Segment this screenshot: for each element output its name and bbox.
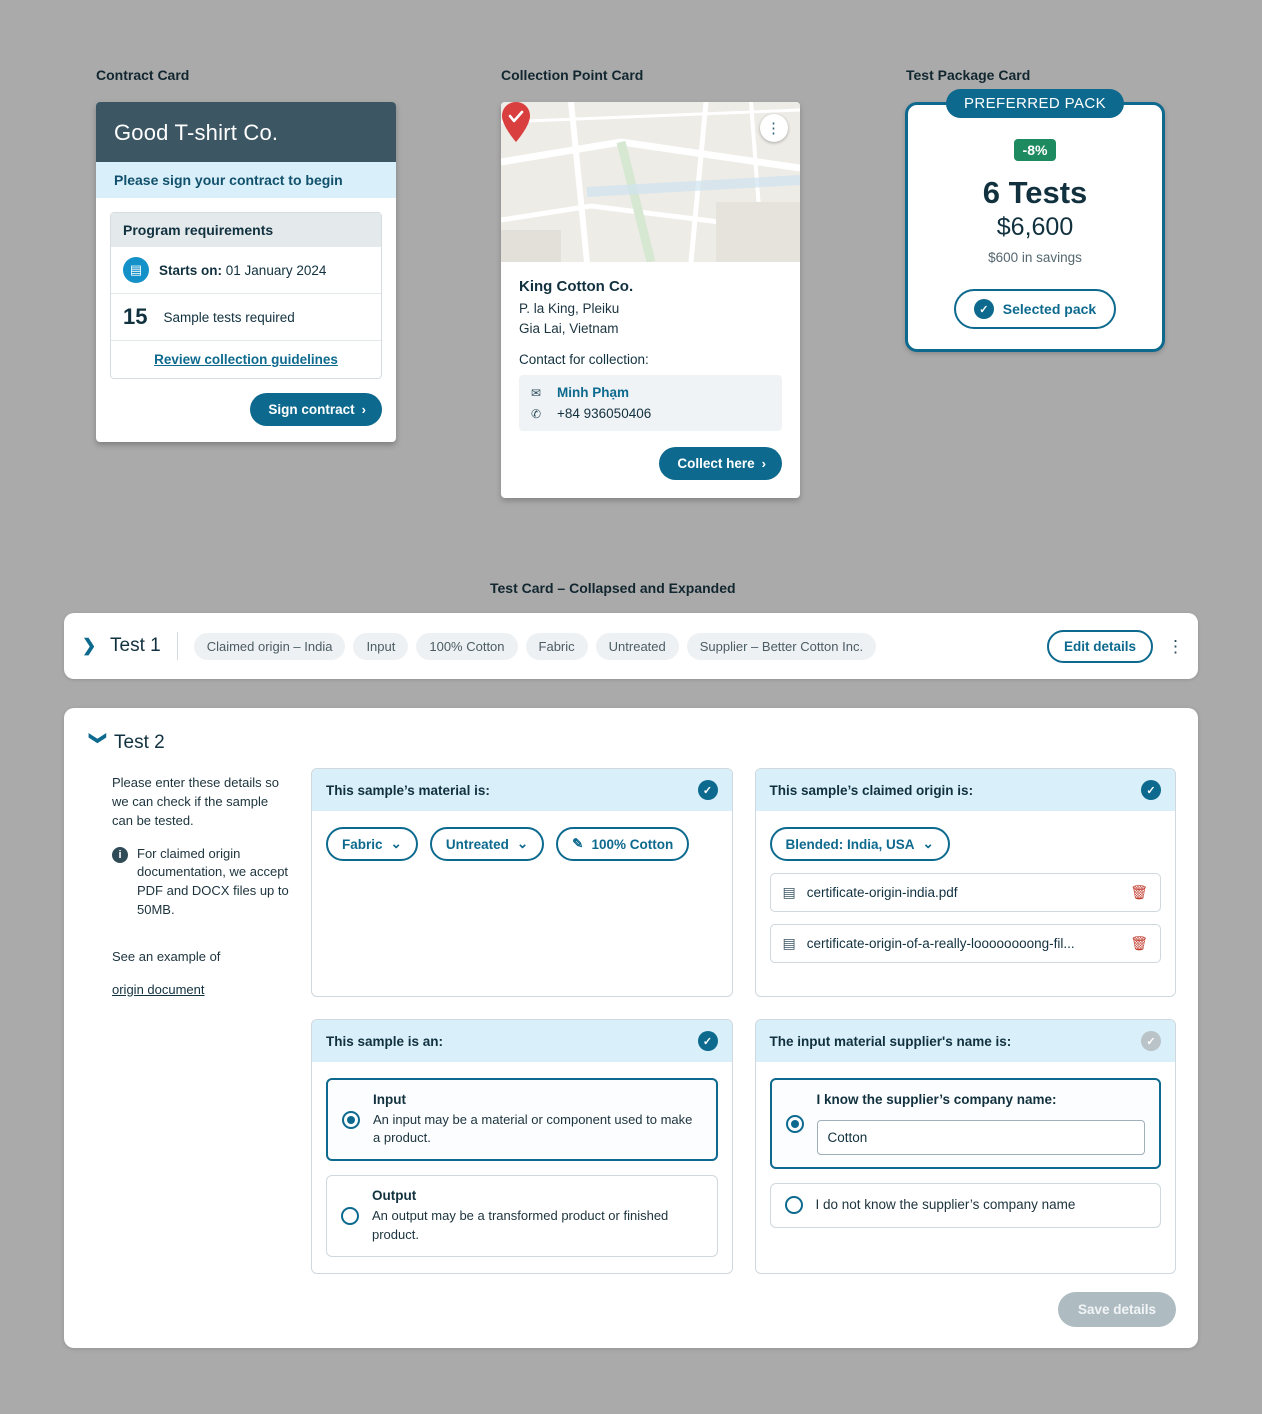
panel-supplier-body <box>756 1062 1176 1247</box>
origin-file-name: certificate-origin-india.pdf <box>806 885 958 900</box>
panel-origin <box>755 768 1177 997</box>
option-input-desc: An input may be a material or component used to make a product. <box>373 1112 693 1146</box>
origin-document-link[interactable]: origin document <box>112 981 205 997</box>
expand-toggle-icon[interactable]: ❯ <box>82 636 97 655</box>
tag-label: 100% Cotton <box>591 836 674 852</box>
origin-file-name: certificate-origin-of-a-really-loooooooong-fil... <box>806 936 1075 951</box>
start-date-label: Starts on: <box>159 262 223 278</box>
info-note-text: For claimed origin documentation, we accept PDF and DOCX files up to 50MB. <box>137 845 289 918</box>
sample-count-label: Sample tests required <box>163 309 295 325</box>
divider <box>177 632 178 660</box>
contract-company-name: Good T-shirt Co. <box>96 102 396 162</box>
save-details-row <box>86 1292 1176 1327</box>
radio-output[interactable] <box>341 1207 359 1225</box>
save-details-button[interactable]: Save details <box>1058 1292 1176 1327</box>
test-pill-origin: Claimed origin – India <box>194 633 346 660</box>
check-icon: ✓ <box>974 299 994 319</box>
collapse-toggle-icon[interactable]: ❯ <box>89 731 108 746</box>
test-pill-supplier: Supplier – Better Cotton Inc. <box>687 633 876 660</box>
contact-label: Contact for collection: <box>519 352 649 368</box>
package-tests-count: 6 Tests <box>982 175 1088 210</box>
collection-address-line2: Gia Lai, Vietnam <box>519 320 619 336</box>
collection-details <box>501 262 800 498</box>
collection-address-line1: P. la King, Pleiku <box>519 301 620 316</box>
contract-body <box>96 198 396 442</box>
phone-icon: ✆ <box>531 406 542 421</box>
test-2-header <box>86 732 1176 754</box>
calendar-icon: ▤ <box>123 257 149 283</box>
material-tag-fabric[interactable] <box>326 827 418 861</box>
trash-icon[interactable]: 🗑 <box>1130 935 1148 951</box>
check-icon: ✓ <box>698 780 718 800</box>
supplier-option-known[interactable] <box>770 1078 1162 1169</box>
document-icon: ▤ <box>782 884 796 900</box>
test-card-expanded <box>64 708 1198 1348</box>
test-pill-untreated: Untreated <box>596 633 679 660</box>
origin-tag-row <box>770 827 1162 861</box>
sample-type-option-input[interactable] <box>326 1078 718 1161</box>
discount-badge: -8% <box>1014 139 1057 161</box>
package-card-label: Test Package Card <box>906 67 1031 83</box>
panel-sample-type <box>311 1019 733 1274</box>
contact-box <box>519 375 782 431</box>
instructions-text: Please enter these details so we can check if the sample can be tested. <box>112 775 279 828</box>
contact-email-row[interactable] <box>531 385 770 400</box>
option-input-title: Input <box>373 1092 406 1107</box>
test-card-collapsed <box>64 613 1198 679</box>
origin-tag-blended[interactable] <box>770 827 950 861</box>
panel-material-header <box>312 769 732 811</box>
selected-pack-label: Selected pack <box>1002 301 1097 317</box>
material-tag-cotton[interactable] <box>556 827 689 861</box>
package-price: $6,600 <box>996 213 1074 241</box>
panel-origin-body <box>756 811 1176 996</box>
package-card-body[interactable] <box>905 95 1165 352</box>
package-savings: $600 in savings <box>988 250 1082 265</box>
start-date-value: 01 January 2024 <box>225 262 327 278</box>
supplier-unknown-label: I do not know the supplier’s company name <box>815 1197 1076 1212</box>
tag-label: Fabric <box>342 836 383 852</box>
test-card-label: Test Card – Collapsed and Expanded <box>490 580 736 596</box>
test-2-content <box>86 768 1176 1274</box>
origin-file-row <box>770 924 1162 963</box>
envelope-icon: ✉ <box>531 385 542 400</box>
material-tag-row <box>326 827 718 861</box>
map-pin-icon <box>501 102 531 142</box>
collect-here-button[interactable] <box>659 447 782 480</box>
chevron-down-icon: ⌄ <box>390 836 402 851</box>
supplier-option-unknown[interactable] <box>770 1183 1162 1228</box>
contract-card <box>96 102 396 442</box>
program-requirements-box <box>110 212 382 379</box>
supplier-name-input[interactable] <box>817 1120 1146 1155</box>
panel-origin-title: This sample’s claimed origin is: <box>769 782 974 798</box>
panel-supplier-header <box>756 1020 1176 1062</box>
test-2-instructions <box>86 768 291 1274</box>
sample-count-row <box>111 294 381 341</box>
panel-sample-type-body <box>312 1062 732 1273</box>
map-preview[interactable] <box>501 102 800 262</box>
contact-name-link[interactable]: Minh Phạm <box>557 385 630 401</box>
test-pill-fabric: Fabric <box>526 633 588 660</box>
origin-file-row <box>770 873 1162 912</box>
start-date-row <box>111 247 381 294</box>
collect-button-row <box>519 447 782 480</box>
info-icon: i <box>112 847 128 863</box>
radio-supplier-known[interactable] <box>786 1115 804 1133</box>
sample-type-option-output[interactable] <box>326 1175 718 1256</box>
radio-input[interactable] <box>342 1111 360 1129</box>
test-pill-material: 100% Cotton <box>416 633 517 660</box>
document-icon: ▤ <box>782 935 796 951</box>
panel-material <box>311 768 733 997</box>
tag-label: Blended: India, USA <box>785 836 915 852</box>
panel-origin-header <box>756 769 1176 811</box>
edit-details-button[interactable]: Edit details <box>1047 630 1153 663</box>
sample-count-value: 15 <box>123 304 148 329</box>
check-icon: ✓ <box>1141 780 1161 800</box>
test-1-title: Test 1 <box>110 635 161 656</box>
preferred-pack-ribbon: PREFERRED PACK <box>946 89 1124 118</box>
panel-sample-type-header <box>312 1020 732 1062</box>
example-text: See an example of <box>112 948 221 964</box>
info-note <box>112 845 291 934</box>
contract-card-label: Contract Card <box>96 67 190 83</box>
test-2-title: Test 2 <box>114 732 165 753</box>
material-tag-untreated[interactable] <box>430 827 544 861</box>
panel-supplier-title: The input material supplier's name is: <box>769 1033 1012 1049</box>
supplier-known-label: I know the supplier’s company name: <box>816 1092 1057 1107</box>
panel-supplier <box>755 1019 1177 1274</box>
option-output-title: Output <box>372 1188 417 1204</box>
program-requirements-title: Program requirements <box>111 213 381 247</box>
contact-phone-row <box>531 406 770 421</box>
test-pill-input: Input <box>353 633 408 660</box>
panel-material-title: This sample’s material is: <box>326 782 490 798</box>
tag-label: Untreated <box>445 836 509 852</box>
sign-contract-row <box>110 393 382 426</box>
panel-sample-type-title: This sample is an: <box>326 1033 444 1049</box>
sign-contract-button[interactable] <box>250 393 382 426</box>
more-vertical-icon[interactable]: ⋮ <box>1167 636 1184 656</box>
contract-status-banner: Please sign your contract to begin <box>96 162 396 198</box>
collection-point-name: King Cotton Co. <box>519 278 634 295</box>
check-icon: ✓ <box>1141 1031 1161 1051</box>
collection-point-card <box>501 102 800 498</box>
map-menu-icon[interactable]: ⋮ <box>760 114 788 142</box>
collect-here-label: Collect here <box>677 456 755 472</box>
option-output-desc: An output may be a transformed product or finished product. <box>372 1208 669 1242</box>
chevron-right-icon: › <box>361 402 366 417</box>
test-2-panels <box>311 768 1176 1274</box>
pencil-icon: ✎ <box>572 836 584 851</box>
chevron-right-icon: › <box>761 456 766 472</box>
chevron-down-icon: ⌄ <box>516 836 529 851</box>
test-package-card <box>905 95 1165 352</box>
review-guidelines-link[interactable]: Review collection guidelines <box>154 352 338 367</box>
sign-contract-label: Sign contract <box>268 402 355 417</box>
panel-material-body <box>312 811 732 996</box>
chevron-down-icon: ⌄ <box>922 836 934 851</box>
selected-pack-button[interactable] <box>954 289 1116 329</box>
radio-supplier-unknown[interactable] <box>785 1196 803 1214</box>
check-icon: ✓ <box>698 1031 718 1051</box>
collection-card-label: Collection Point Card <box>501 67 644 83</box>
contact-phone-value: +84 936050406 <box>557 406 652 422</box>
map-graphic <box>501 102 800 262</box>
trash-icon[interactable]: 🗑 <box>1130 884 1148 900</box>
